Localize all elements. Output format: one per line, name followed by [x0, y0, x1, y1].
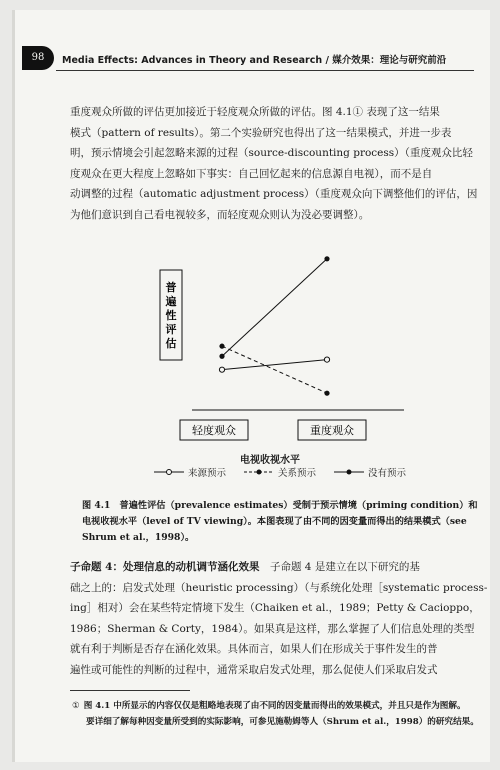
paragraph-line: 遍性或可能性的判断的过程中，通常采取启发式处理，那么促使人们采取启发式: [70, 663, 438, 676]
legend-label: 没有预示: [368, 468, 407, 479]
footnote-text: 图 4.1 中所显示的内容仅仅是粗略地表现了由不同的因变量而得出的效果模式，并且只是作为图解。: [83, 701, 466, 711]
series-line-2: [222, 346, 327, 393]
line-chart: [152, 230, 412, 460]
data-point-s3-2: [324, 256, 329, 261]
y-axis-label-char: 性: [165, 309, 177, 322]
paragraph-line: 1986；Sherman & Corty，1984）。如果真是这样，那么掌握了人们信息处理的类型: [70, 622, 475, 635]
figure-caption: [82, 498, 478, 546]
series-line-3: [222, 259, 327, 356]
series-line-1: [222, 360, 327, 370]
paragraph-line: 础之上的：启发式处理（heuristic processing）（与系统化处理［systematic process-: [70, 581, 488, 594]
data-point-s1-2: [324, 357, 329, 362]
category-label-2: 重度观众: [310, 424, 354, 437]
legend-item-source-priming: [152, 465, 226, 479]
y-axis-label: [165, 280, 177, 350]
legend-swatch: [152, 467, 186, 477]
legend-swatch: [332, 467, 366, 477]
paragraph-line: ing］相对）会在某些特定情境下发生（Chaiken et al.，1989；Petty & Cacioppo，: [70, 602, 480, 614]
category-label-1: 轻度观众: [192, 424, 236, 437]
book-page: [12, 10, 490, 762]
paragraph-1: [70, 102, 482, 225]
legend-label: 关系预示: [278, 468, 317, 479]
y-axis-label-char: 估: [165, 337, 177, 350]
y-axis-label-char: 遍: [165, 295, 177, 308]
section-heading: 子命题 4：处理信息的动机调节涵化效果: [70, 561, 260, 573]
caption-line: Shrum et al.，1998）。: [82, 532, 195, 543]
data-point-s3-1: [219, 354, 224, 359]
footnote-rule: [70, 690, 190, 691]
running-head: Media Effects: Advances in Theory and Research / 媒介效果：理论与研究前沿: [62, 55, 447, 66]
header-rule: [56, 70, 474, 71]
paragraph-line: 度观众在更大程度上忽略如下事实：自己回忆起来的信息源自电视），而不是自: [70, 167, 433, 180]
data-point-s2-2: [324, 391, 329, 396]
paragraph-text: 子命题 4 是建立在以下研究的基: [259, 561, 420, 573]
paragraph-line: 模式（pattern of results）。第二个实验研究也得出了这一结果模式，并进一步表: [70, 126, 452, 139]
legend-item-relation-priming: [242, 465, 316, 479]
footnote-text: 要详细了解每种因变量所受到的实际影响，可参见施勒姆等人（Shrum et al.，1998）的研究结果。: [86, 717, 479, 727]
data-point-s1-1: [219, 367, 224, 372]
caption-line: 电视收视水平（level of TV viewing）。本图表现了由不同的因变量而得出的结果模式（see: [82, 516, 467, 527]
footnote-mark: ①: [72, 701, 80, 711]
y-axis-label-char: 普: [165, 281, 177, 294]
paragraph-line: 就有利于判断是否存在涵化效果。具体而言，如果人们在形成关于事件发生的普: [70, 643, 438, 655]
paragraph-line: 为他们意识到自己看电视较多，而轻度观众则认为没必要调整）。: [70, 208, 370, 221]
data-point-s2-1: [219, 344, 224, 349]
footnote-line: [72, 698, 482, 714]
paragraph-line: 明，预示情境会引起忽略来源的过程（source-discounting process）（重度观众比轻: [70, 147, 473, 159]
caption-line: 图 4.1 普遍性评估（prevalence estimates）受制于预示情境（priming condition）和: [82, 500, 478, 511]
legend-swatch: [242, 467, 276, 477]
chart-legend: [152, 465, 422, 485]
paragraph-line: 动调整的过程（automatic adjustment process）（重度观众向下调整他们的评估，因: [70, 188, 478, 200]
paragraph-2: [70, 557, 488, 680]
x-axis-title: 电视收视水平: [240, 455, 300, 466]
footnote-line: [72, 714, 482, 730]
y-axis-label-char: 评: [165, 323, 177, 336]
footnote: [72, 698, 482, 730]
legend-label: 来源预示: [188, 468, 227, 479]
paragraph-line: 重度观众所做的评估更加接近于轻度观众所做的评估。图 4.1① 表现了这一结果: [70, 106, 440, 118]
legend-item-no-priming: [332, 465, 406, 479]
page-number: 98: [22, 46, 54, 70]
paragraph-line: [70, 557, 482, 578]
page-spine-shadow: [12, 10, 15, 762]
